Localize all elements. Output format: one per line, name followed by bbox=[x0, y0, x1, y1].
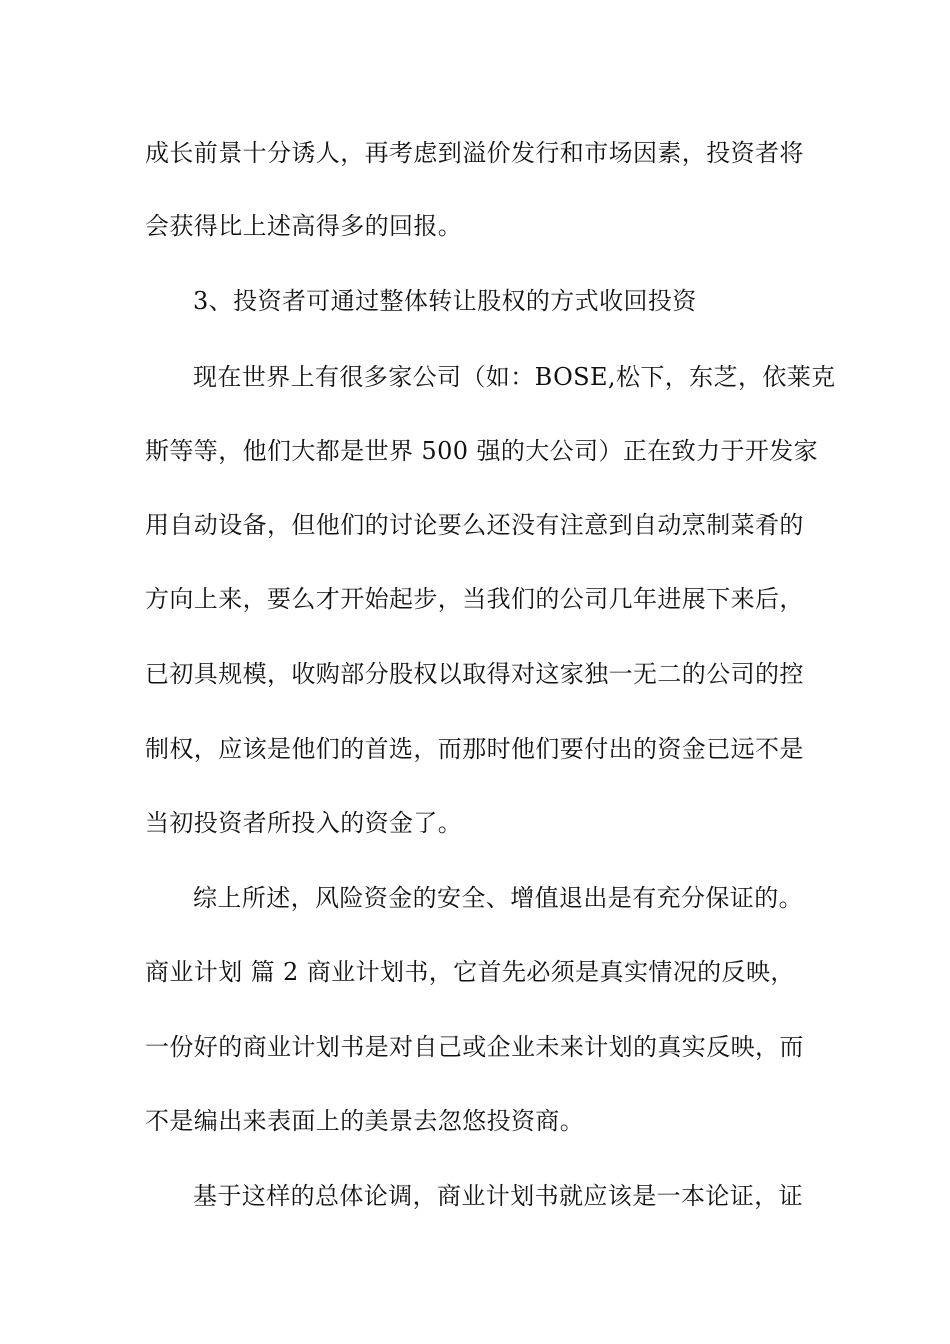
paragraph-line: 基于这样的总体论调，商业计划书就应该是一本论证，证 bbox=[193, 1182, 803, 1210]
paragraph-line: 商业计划 篇 2 商业计划书，它首先必须是真实情况的反映， bbox=[145, 958, 795, 986]
paragraph-line: 现在世界上有很多家公司（如：BOSE,松下，东芝，依莱克 bbox=[193, 363, 836, 391]
paragraph-line: 会获得比上述高得多的回报。 bbox=[145, 212, 463, 240]
paragraph-line: 斯等等，他们大都是世界 500 强的大公司）正在致力于开发家 bbox=[145, 437, 819, 465]
paragraph-line: 一份好的商业计划书是对自己或企业未来计划的真实反映，而 bbox=[145, 1033, 804, 1061]
paragraph-line: 成长前景十分诱人，再考虑到溢价发行和市场因素，投资者将 bbox=[145, 139, 804, 167]
paragraph-line: 当初投资者所投入的资金了。 bbox=[145, 809, 463, 837]
paragraph-line: 制权，应该是他们的首选，而那时他们要付出的资金已远不是 bbox=[145, 735, 804, 763]
paragraph-line: 已初具规模，收购部分股权以取得对这家独一无二的公司的控 bbox=[145, 660, 804, 688]
paragraph-line: 不是编出来表面上的美景去忽悠投资商。 bbox=[145, 1107, 585, 1135]
section-heading: 3、投资者可通过整体转让股权的方式收回投资 bbox=[193, 287, 697, 315]
paragraph-line: 用自动设备，但他们的讨论要么还没有注意到自动烹制菜肴的 bbox=[145, 511, 804, 539]
paragraph-line: 综上所述，风险资金的安全、增值退出是有充分保证的。 bbox=[193, 884, 803, 912]
paragraph-line: 方向上来，要么才开始起步，当我们的公司几年进展下来后， bbox=[145, 585, 804, 613]
